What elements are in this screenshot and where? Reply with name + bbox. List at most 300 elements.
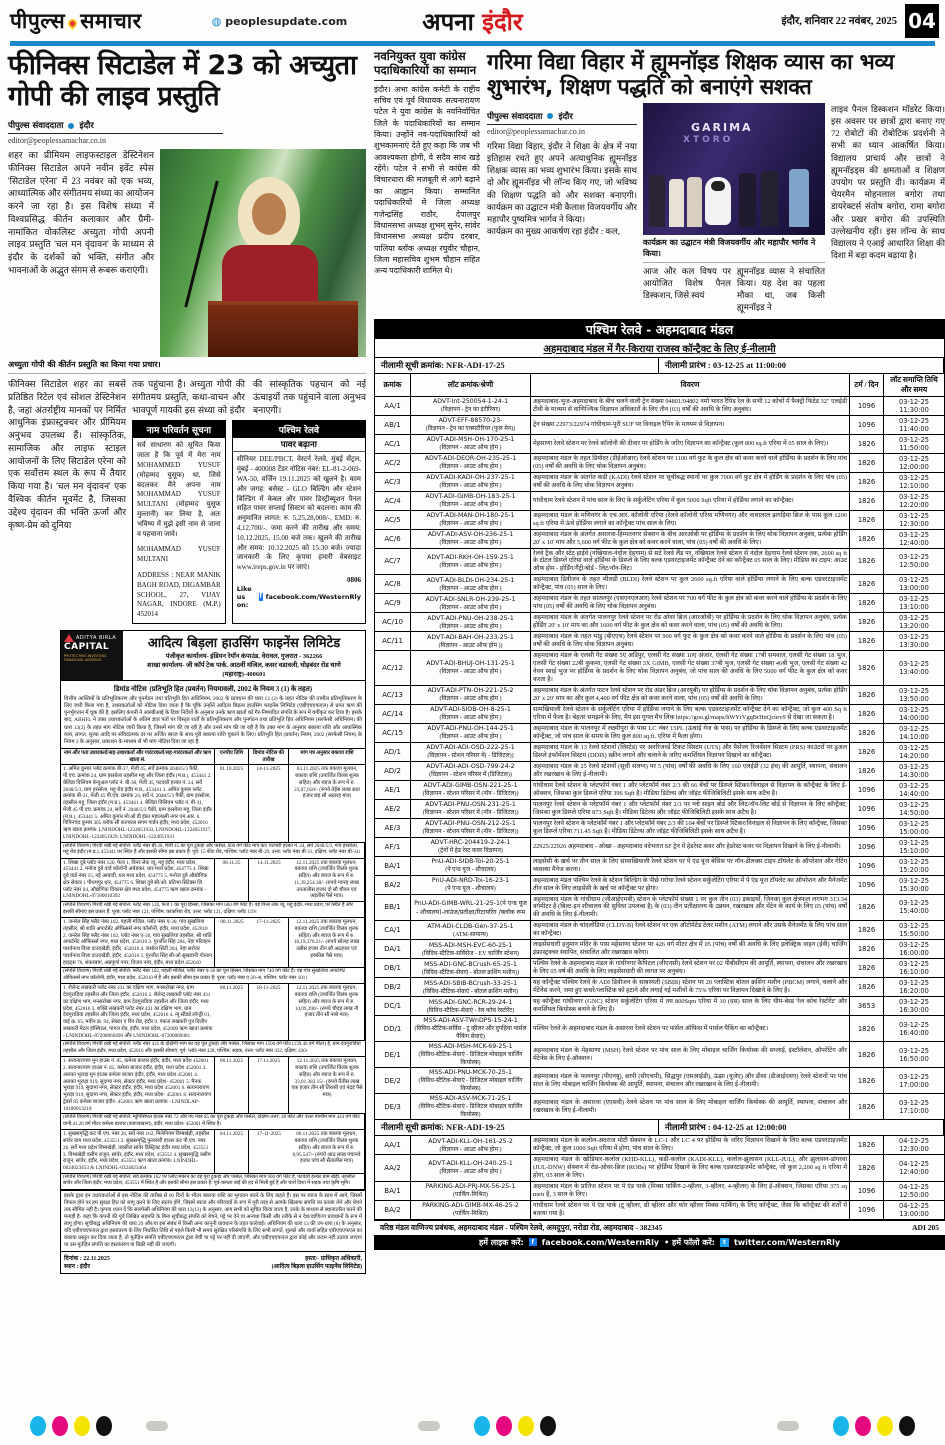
demand-notice-date: दिनांक : 22.11.2025	[64, 1256, 110, 1263]
lot-description: गांधीधाम रेलवे स्टेशन के प्लेटफॉर्म नंबर 1 और प्लेटफॉर्म नंबर 2/3 की 66 बेंचों पर डिस्प्ले स्टिकर/विनाइल से विज्ञापन के कॉन्ट्रैक्ट के लिए ई-ऑक्शन, जिसका कुल डिस्प्ले एरिया 396 Sqft है। मीडिया डिटेल्स और जॉइंट फीजिबिलिटी इसके साथ अटैच है।	[531, 781, 850, 800]
lot-end-time: 03-12-25 17:10:00	[884, 1094, 944, 1120]
lot-term-days: 1096	[850, 397, 884, 416]
name-change-title: नाम परिवर्तन सूचना	[133, 421, 225, 438]
lot-number: ADVT-ADI-PTN-OH-221-25-2 (विज्ञापन - आउट ऑफ होम )	[411, 686, 531, 705]
lot-serial: AC/6	[375, 530, 411, 549]
magenta-mark	[52, 1416, 68, 1436]
lot-serial: DE/1	[375, 1042, 411, 1068]
lot-end-time: 03-12-25 12:40:00	[884, 530, 944, 549]
lot-number: ADVT-ADI-KLL-OH-161-25-2 (विज्ञापन - आउट ऑफ होम )	[411, 1136, 531, 1155]
lot-end-time: 03-12-25 16:20:00	[884, 978, 944, 997]
photo-figure	[789, 169, 809, 227]
lot-serial: AC/1	[375, 435, 411, 454]
lot-end-time: 03-12-25 14:00:00	[884, 705, 944, 724]
lot-number: MSS-ADI-MSH-MCK-69-25-1 (विविध-स्टैटिक-सेवाएं - डिजिटल मोबाइल चार्जिंग कियोस्क)	[411, 1042, 531, 1068]
yellow-mark	[518, 1416, 534, 1436]
lot-number: MSS-ADI-SBIB-BCrush-33-25-1 (विविध-स्टैटिक-सेवाएं - बोतल क्रशिंग मशीन)	[411, 978, 531, 997]
article2-body-col3: लाइव पैनल डिस्कशन मॉडरेट किया। इस अवसर पर छात्रों द्वारा बनाए गए 72 रोबोटों की रोबोटिक प्रदर्शनी ने सभी का ध्यान आकर्षित किया। विद्यालय प्राचार्य और छात्रों ने ह्यूमनॉइड्स की क्षमताओं व शिक्षण उपयोग पर प्रस्तुति दी। कार्यक्रम में चेयरमैन मोहनलाल बगोरा तथा डायरेक्टर्स संतोष बगोरा, रामा बगोरा और प्रखर बगोरा की उपस्थिति उल्लेखनीय रही। इस लॉन्च के साथ विद्यालय ने एआई आधारित शिक्षा की दिशा में बड़ा कदम बढ़ाया है।	[831, 103, 945, 261]
lot-serial: AE/1	[375, 781, 411, 800]
lot-end-time: 03-12-25 12:10:00	[884, 473, 944, 492]
lot-number: ADVT-ADI-ADI-OSD-799-24-2 (विज्ञापन - स्टेशन परिसर में (डिजिटल))	[411, 762, 531, 781]
photo-figure	[761, 171, 778, 227]
lot-term-days: 1826	[850, 511, 884, 530]
demand-notice-title: डिमांड नोटिस (प्रतिभूति हित (प्रवर्तन) नियमावली, 2002 के नियम 3 (1) के तहत)	[113, 684, 313, 693]
lot-description: रेलवे ट्रैक और स्टेट हाईवे (नखियाल-नंदोल देहगाम) से सटे रेलवे लैंड पर, नखियाल रेलवे स्टेशन से नंदोल देहगाम रेलवे स्टेशन तक, 2600 sq ft के टोटल डिस्प्ले एरिया वाले होर्डिंग्स के डिस्प्ले के लिए बल्क एडवरटाइजमेंट कॉन्ट्रैक्ट देने का कॉन्ट्रैक्ट 05 साल के लिए। मीडिया का टाइप: आउट ऑफ होम - होर्डिंग/गैंट्री/बोर्ड - लिट/नॉन-लिट।	[531, 549, 850, 576]
auction-list-number: नीलामी सूची क्रमांक: NFR-ADI-17-25	[375, 358, 659, 373]
demand-notice-place: स्थान : इंदौर	[64, 1264, 91, 1271]
lot-end-time: 03-12-25 11:30:00	[884, 397, 944, 416]
railway-col-header: विवरण	[531, 374, 850, 397]
photo-stage-brand-text: GARIMA	[691, 120, 753, 134]
lot-end-time: 03-12-25 13:40:00	[884, 651, 944, 685]
lot-term-days: 1826	[850, 1155, 884, 1182]
lot-description: अहमदाबाद मंडल के तहत सांतलपुर (एसएनएलआर) रेलवे स्टेशन पर 700 वर्ग फीट के कुल क्षेत्र को कवर करने वाले होर्डिंग्स के प्रदर्शन के लिए पांच (05) वर्षों की अवधि के लिए थोक विज्ञापन अनुबंध।	[531, 594, 850, 613]
lot-description: अहमदाबाद मंडल के प्रांतिज स्टेशन पर पे एंड पार्क (मिक्स पार्किंग-2-व्हीलर, 3-व्हीलर, 4-व्हीलर) के लिए ई-ऑक्शन, जिसका एरिया 375 sq metr है, 3 साल के लिए।	[531, 1182, 850, 1201]
demand-notice-signatory: (आदित्य बिड़ला हाउसिंग फाइनेंस लिमिटेड)	[271, 1264, 362, 1271]
lot-number: PARKING-ADI-GIMB-MX-46-25-2 (पार्किंग-मिश्रित)	[411, 1201, 531, 1220]
lot-serial: DB/2	[375, 978, 411, 997]
npa-date: 08.11.2025	[215, 984, 249, 1041]
edition-title: अपना इंदौर	[422, 7, 523, 36]
lot-description: अहमदाबाद मंडल के अंतर्गत पालनपुर रेलवे स्टेशन पर रोड ओवर ब्रिज (आरओबी) पर होर्डिंग्स के प्रदर्शन के लिए थोक विज्ञापन अनुबंध, प्रत्येक होर्डिंग 20' x 10' माप का और 1600 वर्ग फीट के कुल क्षेत्र को कवर करने वाला, पांच (05) वर्षों की अवधि के लिए।	[531, 613, 850, 632]
lot-serial: AB/1	[375, 416, 411, 435]
lot-term-days: 1826	[850, 613, 884, 632]
outstanding-amount: 12.11.2025 तक बकाया मूलधन, बकाया राशि (उपार्जित विलंब शुल्क सहित) और ब्याज के रूप में रु. 14,09,390/- (रुपये चौदह लाख नौ हजार तीन सौ नब्बे मात्र)	[289, 984, 365, 1041]
outstanding-amount: 12.11.2025 तक बकाया मूलधन, बकाया राशि (उपार्जित विलंब शुल्क सहित) और ब्याज के रूप में रु. 16,19,378.21/- (रुपये सोलह लाख उन्नीस हजार तीन सौ अठहत्तर एवं इक्कीस पैसे मात्र)	[289, 918, 365, 968]
article2-byline: पीपुल्स संवाददाता इंदौर	[487, 106, 637, 125]
aditya-birla-triangle-icon	[64, 634, 74, 642]
lot-description: 22925/22926 अहमदाबाद - ओखा - अहमदाबाद वंदेभारत SF ट्रेन में हेडरेस्ट कवर और हेडरेस्ट कवर पर विज्ञापन दिखाने के लिए ई-नीलामी।	[531, 838, 850, 857]
wr-tender-code: 0806	[347, 575, 361, 584]
lot-end-time: 03-12-25 11:40:00	[884, 416, 944, 435]
lot-description: अहमदाबाद मंडल के खोडियार-कलोल (KHD-KLL), कडी-कलोल (KADI-KLL), कलोल-झुलासन (KLL-JUL), और झुलासन-डांगरवा (JUL-DNW) सेक्शन में रोड-ओवर-ब्रिज (ROBs) पर होर्डिंग्स दिखाने के लिए बल्क एडवरटाइजमेंट कॉन्ट्रैक्ट, जो कुल 2,200 sq ft एरिया में होगा, 05 साल के लिए।	[531, 1155, 850, 1182]
right-column	[374, 50, 945, 1274]
demand-col-header: नाम और पता उधारकर्ता/सह-उधारकर्ता और गारंटरकर्ता/सह-गारंटरकर्ता और ऋण खाता सं.	[61, 749, 215, 766]
harmonium-shape	[208, 301, 358, 357]
lot-term-days: 1826	[850, 435, 884, 454]
photo-figure	[649, 175, 665, 227]
lot-term-days: 1826	[850, 1042, 884, 1068]
lot-description: ट्रेन संख्या 22973/22974 गांधीधाम-पुरी SUF पर विनाइल रैपिंग के माध्यम से विज्ञापन।	[531, 416, 850, 435]
borrower-details: 1. अमित कुमार प्लॉट क्रमांक बी-27, मेंजी 45, सर्वे क्रमांक 2048/5/3 पैकी, पी.एच. क्रमांक 24, ग्राम हरसोला तहसील महू और जिला इंदौर (म.प्र.), 453441 2. बेलिंडा विलियम बेन्युअल प्लॉट नं. बी-30, मेंजी 45, पटवारी हल्का नं. 24, सर्वे 2048/5/3, ग्राम हरसोला, महू रोड इंदौर म.प्र., 453441 3. अमित कुमार प्लॉट क्रमांक बी-31, मेंजी 45 पी.एच. क्रमांक 24, सर्वे नं. 2048/5/3 पैकी, ग्राम हरसोला, तहसील महू, जिला इंदौर (म.प्र.), 453441 4. बेलिंडा विलियम प्लॉट नं. बी-31, मेंजी 45 पी.एच. क्रमांक 24, सर्वे नं. 2048/5/3 पैकी, ग्राम हरसोला महू, जिला इंदौर (म.प्र.), 453441 5. अमित कुमार मो/ओ डी इंफ्रा महालक्ष्मी नगर एम.आर. 6. विपिनचंद कुमार 305 ब्लॉक सी कल्चरल संगम गार्डन इंदौर, मध्य प्रदेश, 452016 ऋण खाता क्रमांक: LNINDOHL-1224051933, LNINDOHL-1224051927, LNINDOHL-1224051929, LNINDOHL-1224051931	[61, 765, 215, 842]
twitter-icon: t	[720, 1238, 729, 1247]
lot-term-days: 1826	[850, 762, 884, 781]
auction-start-time: नीलामी प्रारंभ : 04-12-25 at 12:00:00	[665, 1122, 787, 1133]
article2-headline: गरिमा विद्या विहार में ह्यूमनॉइड शिक्षक व्यास का भव्य शुभारंभ, शिक्षण पद्धति को बनाएंगे सशक्त	[487, 50, 894, 101]
lot-end-time: 03-12-25 16:00:00	[884, 940, 944, 959]
lot-serial: AA/1	[375, 397, 411, 416]
lot-serial: AA/1	[375, 1136, 411, 1155]
demand-notice-date: 17-11-2025	[249, 1130, 289, 1174]
article1-body-col1: शहर का प्रीमियम लाइफस्टाइल डेस्टिनेशन फीनिक्स सिटाडेल अपने नवीन इवेंट स्पेस 'सिटाडेल एरेना' में 23 नवंबर को एक भव्य, आध्यात्मिक और संगीतमय संध्या का आयोजन करने जा रहा है। इस विशेष संध्या में विश्वप्रसिद्ध कीर्तन कलाकार और ग्रैमी-नामांकित वोकलिस्ट अच्युता गोपी अपनी लाइव प्रस्तुति 'चल मन वृंदावन' के माध्यम से इंदौर के दर्शकों को भक्ति, संगीत और भावनाओं के अद्भुत संगम से रूबरू कराएंगी।	[8, 150, 154, 275]
lot-serial: DE/2	[375, 1068, 411, 1094]
lot-term-days: 1826	[850, 594, 884, 613]
black-mark	[96, 1416, 112, 1436]
gray-mark	[418, 1421, 440, 1431]
railway-twitter-link[interactable]: twitter.com/WesternRly	[733, 1237, 841, 1247]
lot-description: यह कॉन्ट्रैक्ट गांधीनगर (GNC) स्टेशन सर्कुलेटिंग एरिया में तय 800Sqm एरिया में 10 (दस) साल के लिए थीम-बेस्ड 'रेल कोच रेस्टोरेंट' और कमर्शियल कियोस्क बनाने के लिए है।	[531, 997, 850, 1016]
name-change-name: MOHAMMAD YUSUF MULTANI	[137, 545, 221, 564]
outstanding-amount: 03.11.2025 तक बकाया मूलधन, बकाया राशि (उपार्जित विलंब शुल्क सहित) और ब्याज के रूप में रु. 23,07,618/- (रुपये तेईस लाख सात हजार छह सौ अठारह मात्र)	[289, 765, 365, 842]
gray-mark	[777, 1421, 799, 1431]
lot-term-days: 1826	[850, 940, 884, 959]
outstanding-amount: 12.11.2025 तक बकाया मूलधन, बकाया राशि (उपार्जित विलंब शुल्क सहित) और ब्याज के रूप में रु. 33,01,383.15/- (रुपये तैंतीस लाख एक हजार तीन सौ तिरासी एवं पंद्रह पैसे मात्र)	[289, 1057, 365, 1114]
demand-notice-signature: हस्ता/- प्राधिकृत अधिकारी,	[305, 1256, 362, 1263]
lot-term-days: 1826	[850, 724, 884, 743]
demand-col-header: एनपीए तिथि	[215, 749, 249, 766]
lot-number: ADVT-ADI-BLDI-OH-234-25-1 (विज्ञापन - आउट ऑफ होम )	[411, 575, 531, 594]
article2-email: editor@peoplessamachar.co.in	[487, 126, 585, 136]
lot-serial: AC/4	[375, 492, 411, 511]
railway-facebook-link[interactable]: facebook.com/WesternRly	[541, 1237, 660, 1247]
lot-term-days: 1096	[850, 819, 884, 838]
npa-date: 08.11.2025	[215, 918, 249, 968]
lot-description: सामखियाली रेलवे स्टेशन के सर्कुलेटिंग एरिया में होर्डिंग्स लगाने के लिए बल्क एडवरटाइजमेंट कॉन्ट्रैक्ट देने का कॉन्ट्रैक्ट, जो कुल 400 Sq ft एरिया में फैला है। बेहतर समझने के लिए, मैप इस गूगल मैप लिंक https://goo.gl/maps/hWYrVgqBrHnQcurv9 से देखा जा सकता है।	[531, 705, 850, 724]
demand-notice-intro: वित्तीय आस्तियों के प्रतिभूतिकरण और पुनर्गठन तथा प्रतिभूति हित अधिनियम, 2002 के प्रावधान की धारा 13 (2) के तहत नोटिस की तामील प्रतिभूतिकरण के लिए जारी किया गया है, उधारकर्ताओं को नोटिस दिया जाता है कि चूंकि उन्होंने आदित्य बिड़ला हाउसिंग फाइनेंस लिमिटेड (एबीएचएफएल) से प्राप्त ऋण की पुनर्भुगतान में चूक की है, इसलिए कंपनी ने आरबीआई के दिशा निर्देशों के अनुसार उनके ऋण खातों को गैर-निष्पादित संपत्ति के रूप में वर्गीकृत कर दिया है। इसके बाद, ABHFL ने उक्त उधारकर्ताओं के अंतिम ज्ञात पतों पर विस्तृत शर्तों के प्रतिभूतिकरण और पुनर्गठन तथा प्रतिभूति हित अधिनियम (सरफेसी अधिनियम) की धारा 13(2) के तहत मांग नोटिस जारी किया है, जिसमें मांग की जा रही है और उनसे मांग की जा रही है कि उक्त मांग के अनुसार बकाया राशि और आकस्मिक व्यय, लागत, शुल्क आदि पर संविदात्मक दर पर अर्जित ब्याज के साथ पूरी बकाया राशि चुकाने के लिए। प्रतिभूति हित (प्रवर्तन) नियम, 2002 (सरफेसी नियम) के नियम 3 के अनुसार, प्रकाशन के माध्यम से भी मांग नोटिस दिया जा रहा है:	[61, 695, 365, 749]
lot-description: मेहसाणा रेलवे स्टेशन पर रेलवे कॉलोनी की दीवार पर होर्डिंग के जरिए विज्ञापन का कॉन्ट्रैक्ट (कुल 800 sq.ft एरिया में 05 साल के लिए)।	[531, 435, 850, 454]
auction-start-time: नीलामी प्रारंभ : 03-12-25 at 11:00:00	[665, 359, 787, 370]
aditya-birla-capital-logo: ADITYA BIRLA CAPITAL PROTECTING INVESTING FINANCING ADVISING	[61, 631, 123, 680]
lot-serial: AC/8	[375, 575, 411, 594]
article2-photo	[643, 103, 825, 235]
name-change-notice-box	[132, 420, 226, 624]
page-number: 04	[905, 4, 939, 38]
railway-title: पश्चिम रेलवे - अहमदाबाद मंडल	[375, 320, 944, 339]
lot-description: अहमदाबाद मंडल के कलोल-अदराज मोटी सेक्शन के LC-1 और LC 4 पर होर्डिंग्स के जरिए विज्ञापन दिखाने के लिए बल्क एडवरटाइजमेंट कॉन्ट्रैक्ट, जो कुल 1000 Sqft एरिया में होगा, पांच साल के लिए।	[531, 1136, 850, 1155]
railway-col-header: लॉट क्रमांक/श्रेणी	[411, 374, 531, 397]
lot-description: अहमदाबाद मंडल के गांधीधाम (जीआईएमबी) स्टेशन के प्लेटफॉर्म संख्या 1 पर कुल तीन (03) इकाइयों, जिनका कुल क्षेत्रफल लगभग 313.34 वर्गमीटर है (बिल्ट-इन शौचालय की सुविधा उपलब्ध है) के (03) तीन प्रतीक्षालय के उन्नयन, रखरखाव और मेंटेन के कार्य के लिए 05 (पांच) वर्षों की अवधि के लिए ई-नीलामी।	[531, 895, 850, 922]
lot-term-days: 1096	[850, 876, 884, 895]
lot-description: अहमदाबाद मंडल के चांदलोडिया (CLDY-B) रेलवे स्टेशन पर एक ऑटोमेटेड टेलर मशीन (ATM) लगाने और उसके मैनेजमेंट के लिए पांच साल का कॉन्ट्रैक्ट।	[531, 921, 850, 940]
lot-end-time: 04-12-25 12:40:00	[884, 1155, 944, 1182]
lot-serial: AF/1	[375, 838, 411, 857]
black-mark	[540, 1416, 556, 1436]
npa-date: 08.11.25	[215, 859, 249, 903]
lot-description: गांधीधाम रेलवे स्टेशन में पांच साल के लिए के सर्कुलेटिंग एरिया में कुल 5000 Sqft एरिया में होर्डिंग्स लगाने का कॉन्ट्रैक्ट।	[531, 492, 850, 511]
railway-col-header: टर्म / दिन	[850, 374, 884, 397]
ad-company-name: आदित्य बिड़ला हाउसिंग फाइनेंस लिमिटेड	[147, 635, 341, 651]
borrower-details: 1. सत्यनारायण मुन हाउस नं. 85, कमेला बाजार इंदौर, इंदौर, मध्य प्रदेश 452001 2. सत्यनारायण हाउस नं. 85, कमेला बाजार इंदौर, इंदौर, मध्य प्रदेश 452001 3. अलका भूराड़ा मुन हाउस कमेला बाजार इंदौर, इंदौर, मध्य प्रदेश 452001 4. अलका भूराड़ा 919, सुदामा नगर, सेक्टर इंदौर, मध्य प्रदेश- 452001 5. मैनक भूराड़ा 919, सुदामा नगर, सेक्टर इंदौर, इंदौर, मध्य प्रदेश 452001 6. सत्यनारायण भूराड़ा 919, सुदामा नगर, सेक्टर इंदौर, इंदौर, मध्य प्रदेश- 452001 8. सत्यनारायण ट्रेडर्स 85 कमेला बाजार इंदौर- 452001 ऋण खाता क्रमांक - LNINDLAP-10180013218	[61, 1057, 215, 1114]
lot-term-days: 1826	[850, 959, 884, 978]
lot-description: अहमदाबाद मंडल के पालनपुर में लक्ष्मीपुरा के पास LC नंबर 15PL (ऊंचाई गेज के पास) पर होर्डिंग्स के डिस्प्ले के लिए बल्क एडवरटाइजमेंट कॉन्ट्रैक्ट, जो पांच साल के समय के लिए कुल 800 sq.ft. एरिया में फैला होगा।	[531, 724, 850, 743]
print-registration-marks	[0, 1413, 945, 1439]
cmyk-marks-left	[30, 1416, 196, 1436]
lot-end-time: 03-12-25 13:00:00	[884, 575, 944, 594]
npa-date: 01.10.2025	[215, 765, 249, 842]
lot-term-days: 1096	[850, 838, 884, 857]
article2-body-col1b: कार्यक्रम का मुख्य आकर्षण रहा इंदौर : कल,	[487, 226, 620, 237]
lot-end-time: 03-12-25 14:40:00	[884, 781, 944, 800]
article1-headline: फीनिक्स सिटाडेल में 23 को अच्युता गोपी की लाइव प्रस्तुति	[8, 50, 357, 113]
cyan-mark	[474, 1416, 490, 1436]
lot-serial: BA/1	[375, 857, 411, 876]
lot-number: ADVT-ADI-SIOB-OH-8-25-1 (विज्ञापन - आउट ऑफ होम )	[411, 705, 531, 724]
lot-number: ADVT-ADI-MAN-OH-180-25-1 (विज्ञापन - आउट ऑफ होम )	[411, 511, 531, 530]
lot-term-days: 1096	[850, 416, 884, 435]
lot-term-days: 1826	[850, 978, 884, 997]
lot-number: ADVT-ADI-ADI-OSD-222-25-1 (विज्ञापन - स्टेशन परिसर में( - डिजिटल))	[411, 743, 531, 762]
property-description-note: (संपत्ति विवरण) गिरवी रखी गई संपत्ति: म्युनिसिपल हाउस नंबर 72 और नए नंबर 85 का पूरा टुकड़ा और पार्सल, दक्षिण-उत्तर: 48 फीट और उत्तर-पश्चिम माप 444 वर्ग फीट यानी 41.26 वर्ग मीटर कमेला बाजार (बजाजखाना), इंदौर, मध्य प्रदेश- 452001 में स्थित है।	[61, 1114, 365, 1130]
logo-word-2: समाचार	[80, 9, 142, 33]
railway-footer-address: वरिष्ठ मंडल वाणिज्य प्रबंधक, अहमदाबाद मंडल - पश्चिम रेलवे, अमदुपुरा, नरोडा रोड, अहमदाबाद - 382345	[380, 1222, 663, 1232]
lot-description: अहमदाबाद मंडल के असारवा (एएसवी) रेलवे स्टेशन पर पांच साल के लिए मोबाइल चार्जिंग कियोस्क की आपूर्ति, स्थापना, संचालन और रखरखाव के लिए ई-नीलामी।	[531, 1094, 850, 1120]
ad-branch-office: शाखा कार्यालय- जी कॉर्प टेक पार्क, आठवीं मंजिल, कसर वडावली, घोड़बंदर रोड थाणे (महाराष्ट्र)-400601	[147, 661, 341, 678]
railway-auction-notice	[374, 319, 945, 1221]
lot-serial: AC/3	[375, 473, 411, 492]
property-description-note: (संपत्ति विवरण) गिरवी रखी गई संपत्ति: प्लॉट नंबर बी-30, मेंजी 45 का पूरा टुकड़ा और पार्सल, 800 वर्ग फीट माप का। पटवारी हल्का नं. 24, सर्वे 2048/5/3, गांव हरसोला, महू रोड इंदौर (म.प्र.), 453441 पर स्थित है और इसकी सीमा इस प्रकार है: पूर्व: 15 फीट रोड, पश्चिम: प्लॉट नंबर बी-29, उत्तर: प्लॉट नंबर बी-31, दक्षिण: प्लॉट नंबर बी-34।	[61, 843, 365, 859]
lot-term-days: 1096	[850, 1182, 884, 1201]
lot-end-time: 03-12-25 16:50:00	[884, 1042, 944, 1068]
lot-number: ADVT-ADI-DEOR-OH-235-25-1 (विज्ञापन - आउट ऑफ होम )	[411, 454, 531, 473]
photo-figure	[687, 177, 702, 227]
lot-number: MSS-ADI-ASV-TWnDPS-15-24-1 (विविध-स्टैटिक-सर्विस - टू व्हीलर और दुपहिया पार्सल पैकिंग सेवाएं)	[411, 1016, 531, 1042]
npa-date: 04.11.2025	[215, 1130, 249, 1174]
globe-icon: ◍	[211, 14, 222, 28]
lot-description: पालनपुर रेलवे स्टेशन के प्लेटफॉर्म नंबर 1 और प्लेटफॉर्म नंबर 2/3 पर ग्लो साइन बोर्ड और लिट/नॉन-लिट बोर्ड से विज्ञापन के लिए कॉन्ट्रैक्ट, जिसका कुल डिस्प्ले एरिया 873 Sqft है। मीडिया डिटेल्स और जॉइंट फीजिबिलिटी इसके साथ अटैच है।	[531, 800, 850, 819]
lot-serial: BA/1	[375, 1182, 411, 1201]
yellow-mark	[74, 1416, 90, 1436]
lot-serial: AC/15	[375, 724, 411, 743]
lot-term-days: 1826	[850, 632, 884, 651]
lot-term-days: 1826	[850, 705, 884, 724]
lot-description: अहमदाबाद-भुज-अहमदाबाद के बीच चलने वाली ट्रेन संख्या 94801/94802 नमो भारत रैपिड रेल के सभी 12 कोचों में फैक्ट्री फिटेड 32" एलईडी टीवी के माध्यम से वाणिज्यिक विज्ञापन अधिकारों के लिए तीन (03) वर्षों की अवधि के लिए अनुबंध।	[531, 397, 850, 416]
lot-end-time: 03-12-25 15:20:00	[884, 857, 944, 876]
lot-term-days: 1826	[850, 549, 884, 576]
lot-number: ADVT-ADI-KLL-OH-240-25-1 (विज्ञापन - आउट ऑफ होम )	[411, 1155, 531, 1182]
lot-description: लाइसेंसी के खर्च पर तीन साल के लिए सामाखियाली रेलवे स्टेशन पर पे एंड यूज बेसिस पर नॉन-डीलक्स टाइप टॉयलेट के ऑपरेशन और गेटिंग व्यवस्था मैनेज करना।	[531, 857, 850, 876]
magenta-mark	[496, 1416, 512, 1436]
lot-end-time: 03-12-25 15:00:00	[884, 819, 944, 838]
property-description-note: (संपत्ति विवरण) गिरवी रखी गई संपत्ति: सर्वे क्रमांक 162 पर प्लॉट/मकान का वह पूरा टुकड़ा और पार्सल, जिसका माप 900 वर्ग फीट है, पटवारी हल्का ग्राम खेड़ी, तहसील सांवेर और जिला इंदौर, मध्य प्रदेश, 453551 में स्थित है और इसकी सीमा इस प्रकार है: पूर्व-कमला बाई की हद से मिली हुई है और चारों दिशा में सड़क तथा कृषि भूमि।	[61, 1174, 365, 1190]
demand-notice-ad	[60, 630, 366, 1274]
lot-serial: AC/11	[375, 632, 411, 651]
lot-end-time: 03-12-25 13:50:00	[884, 686, 944, 705]
lot-number: ATM-ADI-CLDB-Gen-37-25-1 (ATM-सामान्य)	[411, 921, 531, 940]
article2-cont-col2: ह्यूमनॉइड व्यास ने संचालित किया। यह देश का पहला मौका था, जब किसी ह्यूमनॉइड ने	[737, 265, 825, 313]
lot-number: ADVT-ADI-ASV-OH-236-25-1 (विज्ञापन - आउट ऑफ होम )	[411, 530, 531, 549]
lot-number: ADVT-EFF-88570-23- (विज्ञापन - ट्रेन का एक्सटीरियर (फुल मेन))	[411, 416, 531, 435]
name-change-body: सर्व साधारण को सूचित किया जाता है कि पूर्व में मेरा नाम MOHAMMED YUSUF (मोहम्मद युसूफ) था, जिसे बदलकर मैंने अपना नाम MOHAMMAD YUSUF MULTANI (मोहम्मद युसूफ मुल्तानी) कर लिया है, अतः भविष्य में मुझे इसी नाम से जाना व पहचाना जावे।	[137, 441, 221, 538]
lot-number: MSS-ADI-MSH-EVC-60-25-1 (विविध-स्टैटिक-सर्विसेज - EV चार्जिंग स्टेशन)	[411, 940, 531, 959]
demand-notice-date: 18-11-2025	[249, 984, 289, 1041]
article1-email: editor@peoplessamachar.co.in	[8, 136, 106, 146]
lot-description: अहमदाबाद मंडल के अंतर्गत कडी (KADI) रेलवे स्टेशन पर सूचीबद्ध स्थानों पर कुल 7000 वर्ग फुट क्षेत्र में होर्डिंग के प्रदर्शन के लिए पांच (05) वर्षों की अवधि के लिए थोक विज्ञापन अनुबंध।	[531, 473, 850, 492]
article2	[487, 50, 945, 314]
property-description-note: (संपत्ति विवरण) गिरवी रखी गई संपत्ति: प्लॉट नंबर 431 के दक्षिणी भाग का वह पूरा टुकड़ा और पार्सल, जिसका माप 1500 वर्ग फीट (139.40 वर्ग मीटर) है, ग्राम देवगुराडिया तहसील और जिला इंदौर, मध्य प्रदेश, 452016 और इसकी सीमाएं: पूर्व: प्लॉट नंबर 428, पश्चिम: सड़क, उत्तर: प्लॉट नंबर 432, दक्षिण: 430।	[61, 1041, 365, 1057]
demand-notice-date: 14.11.2025	[249, 859, 289, 903]
lot-number: ADVT-ADI-PNU-OSN-212-25-1 (विज्ञापन - स्टेशन परिसर में (नॉन - डिजिटल))	[411, 819, 531, 838]
masthead	[0, 0, 945, 40]
facebook-icon: f	[529, 1238, 537, 1246]
property-description-note: (संपत्ति विवरण) गिरवी रखी गई संपत्ति: प्लॉट नंबर 120, फेज 1 का पूरा हिस्सा, जिसका माप 600 वर्ग फीट है। वह विनर लेक व्यू, महू इंदौर, मध्य प्रदेश, पर स्थित है और इसकी सीमाएं इस प्रकार हैं: पूरब: प्लॉट नंबर 121, पश्चिम: कांकरिया रोड, उत्तर: प्लॉट 121, दक्षिण: प्लॉट 119।	[61, 902, 365, 918]
demand-notice-table	[61, 749, 365, 1190]
lot-term-days: 1096	[850, 1201, 884, 1220]
lot-term-days: 1826	[850, 492, 884, 511]
lot-description: अहमदाबाद मंडल के तहत डियोदर (डीईओआर) रेलवे स्टेशन पर 1100 वर्ग फुट के कुल क्षेत्र को कवर करने वाले होर्डिंग्स के प्रदर्शन के लिए पांच (05) वर्षों की अवधि के लिए थोक विज्ञापन अनुबंध।	[531, 454, 850, 473]
lot-serial: AC/5	[375, 511, 411, 530]
lot-description: पश्चिम रेलवे के अहमदाबाद मंडल के असारवा रेलवे स्टेशन पर पार्सल ऑफिस में पार्सल पैकिंग का कॉन्ट्रैक्ट।	[531, 1016, 850, 1042]
outstanding-amount: 12.11.2025 तक बकाया मूलधन, बकाया राशि (उपार्जित विलंब शुल्क सहित) और ब्याज के रूप में रु. 11,39,254.38/- (रुपये ग्यारह लाख उनतालीस हजार दो सौ चौवन एवं अड़तीस पैसे मात्र)	[289, 859, 365, 903]
wr-tender-body: सीनियर DEE/PBCT, वेस्टर्न रेलवे, मुंबई सेंट्रल, मुंबई - 400008 टेंडर नोटिस नंबर: EL-81-2-069-WA-50, वर्जिन 19.11.2025 को खुलने है। काम और जगह: बसेस्ट - GLO बिल्डिंग और स्टेशन बिल्डिंग में केबल और पावर डिस्ट्रीब्यूशन पैनल सहित पावर सप्लाई सिस्टम को बदलना। काम की अनुमानित लागत: रु. 5,25,28,008/-, EMD: रु. 4,12,700/-. जमा करने की तारीख और समय: 10.12.2025, 15.00 बजे तक। खुलने की तारीख और समय: 10.12.2025 को 15:30 बजे। ज्यादा जानकारी के लिए कृपया हमारी वेबसाइट www.ireps.gov.in पर जाएं।	[236, 455, 361, 572]
mini-article-body: इंदौर। अभा कांग्रेस कमेटी के राष्ट्रीय सचिव एवं पूर्व विधायक सत्यनारायण पटेल ने युवा कांग्रेस के नवनिर्वाचित जिले के पदाधिकारियों का सम्मान किया। उन्होंने नव-पदाधिकारियों को शुभकामनाएं देते हुए कहा कि जब भी आवश्यकता होगी, वे सदैव साथ खड़े रहेंगे। पटेल ने सभी से कांग्रेस की विचारधारा की मजबूती से आगे बढ़ाने का आह्वान किया। सम्मानित पदाधिकारियों में जिला अध्यक्ष गजेन्द्रसिंह राठौर, देपालपुर विधानसभा अध्यक्ष शुभम् सुनेर, सांवेर विधानसभा अध्यक्ष प्रदीप दरबार, पालिया ब्लॉक अध्यक्ष रघुवीर चौहान, जिला महासचिव शुभम चौहान सहित अन्य पदाधिकारी शामिल थे।	[374, 84, 480, 276]
lot-end-time: 03-12-25 16:10:00	[884, 959, 944, 978]
magenta-mark	[855, 1416, 871, 1436]
lot-number: ADVT-ADI-SNLR-OH-239-25-1 (विज्ञापन - आउट ऑफ होम )	[411, 594, 531, 613]
byline-dot-icon	[547, 113, 553, 119]
lot-description: अहमदाबाद मंडल के 13 रेलवे स्टेशनों (लिस्टेड) पर अनरिजर्व्ड टिकट सिस्टम (UTS) और पैसेंजर रिजर्वेशन सिस्टम (PRS) काउंटरों पर डुअल डिस्प्ले इंफॉर्मेशन सिस्टम (DDIS) स्क्रीन लगाने और चलाने के जरिए कमर्शियल विज्ञापन दिखाने का कॉन्ट्रैक्ट।	[531, 743, 850, 762]
railway-col-header: लॉट समाप्ति तिथि और समय	[884, 374, 944, 397]
lot-end-time: 03-12-25 14:20:00	[884, 743, 944, 762]
lot-number: ADVT-ADI-PNU-OSN-231-25-1 (विज्ञापन - स्टेशन परिसर में (नॉन - डिजिटल))	[411, 800, 531, 819]
lot-serial: AC/10	[375, 613, 411, 632]
lot-end-time: 03-12-25 13:20:00	[884, 613, 944, 632]
lot-number: MSS-ADI-GNC-BCrush-65-25-1 (विविध-स्टैटिक-सेवाएं - बोतल क्रशिंग मशीन))	[411, 959, 531, 978]
lot-serial: DC/1	[375, 997, 411, 1016]
lot-serial: CA/1	[375, 921, 411, 940]
demand-notice-date: 17-11-2025	[249, 918, 289, 968]
black-mark	[899, 1416, 915, 1436]
lot-serial: AC/7	[375, 549, 411, 576]
lot-number: ADVT-ADI-GIMB-OH-183-25-1 (विज्ञापन - आउट ऑफ होम )	[411, 492, 531, 511]
newspaper-logo	[10, 7, 142, 35]
lot-number: MSS-ADI-ASV-MCK-71-25-1 (विविध-स्टैटिक-सेवाएं - डिजिटल मोबाइल चार्जिंग कियोस्क)	[411, 1094, 531, 1120]
lot-end-time: 04-12-25 12:30:00	[884, 1136, 944, 1155]
railway-col-header: क्रमांक	[375, 374, 411, 397]
lot-number: ADVT-HRC-204419-2-24-1 (ट्रेनों में हेड रेस्ट कवर विज्ञापन)	[411, 838, 531, 857]
article2-cont-col1: आज और कल विषय पर आयोजित विशेष पैनल डिस्कशन, जिसे स्वयं	[643, 265, 731, 301]
photo-figure	[669, 179, 684, 227]
lot-term-days: 1826	[850, 895, 884, 922]
lot-serial: BA/2	[375, 1201, 411, 1220]
lot-term-days: 1826	[850, 921, 884, 940]
lot-term-days: 1826	[850, 1136, 884, 1155]
demand-col-header: डिमांड नोटिस की तारीख	[249, 749, 289, 766]
lot-end-time: 03-12-25 13:30:00	[884, 632, 944, 651]
lot-term-days: 1096	[850, 800, 884, 819]
borrower-details: 1. शिखा दुबे प्लॉट नंबर 120, फेज 1, विनर लेक व्यू, महू इंदौर, मध्य प्रदेश, 453441 2. मनोज दुबे वार्ड कॉलोनी अंबेडकर, धार मध्य प्रदेश, 454775 4. शिखा दुबे वार्ड नंबर 15, नई आबादी, धार मध्य प्रदेश, 454775 5. मनोज दुबे औद्योगिक क्षेत्र सेक्टर 1 पीथमपुर धार, 454775 6. शिखा दुबे सी/ओ: प्रतिभा सिंटेक्स लि. प्लॉट नंबर 04, औद्योगिक विकास क्षेत्र मध्य प्रदेश, 454775 ऋण खाता क्रमांक - LNINDOHL-07180010392	[61, 859, 215, 903]
website-link[interactable]: ◍ peoplesupdate.com	[211, 14, 348, 28]
photo-stage-brand2-text: XTORO	[683, 134, 734, 145]
lot-serial: AD/1	[375, 743, 411, 762]
lot-serial: AC/9	[375, 594, 411, 613]
auction-list-info-row	[375, 358, 944, 374]
npa-date: 08.11.2025	[215, 1057, 249, 1114]
cyan-mark	[833, 1416, 849, 1436]
lot-term-days: 1826	[850, 686, 884, 705]
lot-number: ADVT-ADI-BHUJ-OH-131-25-1 (विज्ञापन - आउट ऑफ होम )	[411, 651, 531, 685]
lot-description: अहमदाबाद मंडल के 25 रेलवे स्टेशनों (सूची संलग्न) पर 5 (पांच) वर्षों की अवधि के लिए 160 एलईडी (32 इंच) की आपूर्ति, स्थापना, संचालन और रखरखाव के लिए ई-नीलामी।	[531, 762, 850, 781]
lot-number: ADVT-ADI-GIMB-OSN-221-25-1 (विज्ञापन - स्टेशन परिसर में (नॉन - डिजिटल))	[411, 781, 531, 800]
lot-end-time: 03-12-25 17:00:00	[884, 1068, 944, 1094]
demand-notice-closing: इसके द्वारा इन उधारकर्ताओं से इस नोटिस की तारीख से 60 दिनों के भीतर बकाया राशि का भुगतान करने के लिए कहते हैं। इस पर ब्याज के साथ में आगे, जिसमें विफल होने पर हम सुरक्षा हित को लागू करने के लिए स्वतंत्र होंगे, जिसमें ब्याज और परिव्ययों के रूप में पूरी तरह से आपके खिलाफ संपत्ति का कब्जा लेने और बेचने तक सीमित नहीं है। कृपया ध्यान दें कि सारफेसी अधिनियम की धारा 13(13) के अनुसार, आप सभी को सूचित किया जाता है, उनके के माध्यम से स्थानांतरित करने की मनाही है- कहा कि कंपनी की पूर्व लिखित सहमति के बिना सूचीबद्ध संपत्ति को बेचने, पट्टे पर देने या अन्यथा किसी और तरीके से न देश/वाणिज्य प्रावधानों के रूप में लागू होगा। सूचीबद्ध अधिनियम की धारा 29 और/या इस संबंध में किसी अन्य कानूनी प्रावधान के तहत कार्रवाई। अधिनियम की धारा 13 की उप-धारा (8) के अनुसार, यदि एबीएचएफएल द्वारा हस्तांतरण के लिए निर्धारित तिथि से पहले किसी भी समय सुरक्षित परिसंपत्ति के लिए सभी लागतें, शुल्कों और व्ययों सहित एबीएचएफएल का बकाया प्रस्तुत कर दिया जाता है, तो मुर्तहिन संपत्ति एबीएचएफएल द्वारा बेची या पट्टे पर नहीं दी जाएगी, और एबीएचएफएल द्वारा कोई और कदम नहीं उठाया जाएगा या उस मुर्तहिन संपत्ति का हस्तांतरण या बिक्री नहीं की जाएगी।	[61, 1190, 365, 1251]
lot-end-time: 03-12-25 16:30:00	[884, 997, 944, 1016]
lot-end-time: 03-12-25 15:40:00	[884, 895, 944, 922]
lot-number: PnU-ADI-SIDB-Toi-20-25-1 (पे एन्ड यूज - शौचालय)	[411, 857, 531, 876]
lot-end-time: 04-12-25 12:50:00	[884, 1182, 944, 1201]
lot-number: ADVT-ADI-PNU-OH-238-25-1 (विज्ञापन - आउट ऑफ होम )	[411, 613, 531, 632]
wr-tender-title: पश्चिम रेलवे	[233, 421, 365, 438]
lot-number: ADVT-ADI-KADI-OH-237-25-1 (विज्ञापन - आउट ऑफ होम )	[411, 473, 531, 492]
lot-description: अहमदाबाद मंडल के अंतर्गत असारवा-हिम्मतनगर सेक्शन के बीच आरओबी पर होर्डिंग्स के प्रदर्शन के लिए थोक विज्ञापन अनुबंध, प्रत्येक होर्डिंग 20' x 10' माप और 5,600 वर्ग फीट के कुल क्षेत्र को कवर करने वाला, पांच (05) वर्षों की अवधि के लिए।	[531, 530, 850, 549]
wr-tender-facebook-link[interactable]: Like us on: f facebook.com/WesternRly	[236, 584, 361, 609]
left-column	[8, 50, 366, 1274]
lot-serial: BB/1	[375, 895, 411, 922]
borrower-details: 1. शैलेन्द्र लखकरी प्लॉट नंबर 431 का दक्षिण भाग, मनसरोखा नगर, ग्राम देवगुराडिया तहसील और जिला इंदौर, 452016 2. शैलेन्द्र लखकरी प्लॉट नंबर 431 का दक्षिण भाग, मनसरोखा नगर, ग्राम देवगुराडिया तहसील और जिला इंदौर, मध्य प्रदेश, 452016 3. शक्ति लखकरी प्लॉट नंबर 431 का दक्षिण भाग, ग्राम देवगुराडिया तहसील और जिला इंदौर, मध्य प्रदेश, 452016 4. न्यू स्टैंडर्ड लॉन्ड्री 01, वाई क्र. 65, मवीन क्र. 94, सेक्टर ए रिंग रोड, इंदौर 9. पंकज लखकरी पुत्र दिलीप लखकरी मेंटल हॉस्पिटल, पागल रोड, इंदौर, मध्य प्रदेश, 452009 ऋण खाता क्रमांक - LNINDOHL-07200069490 और LNINDOHL-07200069481	[61, 984, 215, 1041]
lot-end-time: 03-12-25 14:50:00	[884, 800, 944, 819]
lot-end-time: 03-12-25 15:10:00	[884, 838, 944, 857]
gray-mark	[146, 1421, 168, 1431]
lot-end-time: 03-12-25 11:50:00	[884, 435, 944, 454]
lot-serial: DA/1	[375, 940, 411, 959]
ad-registered-office: पंजीकृत कार्यालय- इंडियन रेयॉन कंपाउंड, वेरावल, गुजरात - 362266	[165, 652, 323, 660]
lot-number: ADVT-ADI-PNU-OH-144-25-1 (विज्ञापन - आउट ऑफ होम )	[411, 724, 531, 743]
lot-term-days: 1096	[850, 857, 884, 876]
lot-description: गांधीधाम रेलवे स्टेशन पर पे एंड पार्क (टू व्हीलर, थ्री व्हीलर और फोर व्हीलर मिक्स पार्किंग) के लिए कॉन्ट्रैक्ट, जैसा कि कॉन्ट्रैक्ट की शर्तों में बताया गया है।	[531, 1201, 850, 1220]
article1-continuation: तक पहुंचाना है। अच्युता गोपी की संगीतमय प्रस्तुति, कथा-वाचन और भावपूर्ण गायकी इस संध्या को इंदौर की सांस्कृतिक पहचान को नई ऊंचाइयों तक पहुंचाने वाला अनुभव बनाएगी।	[132, 379, 366, 415]
lot-end-time: 04-12-25 13:00:00	[884, 1201, 944, 1220]
lot-description: अहमदाबाद मंडल के एलसी गेट संख्या 5ए अडिपुर, एलसी गेट संख्या 10ए अंजार, एलसी गेट संख्या 17बी समवाल, एलसी गेट संख्या 18 भुज, एलसी गेट संख्या 22बी कुकमा, एलसी गेट संख्या 3X GIMB, एलसी गेट संख्या 37बी भुज, एलसी गेट संख्या 46बी भुज, एलसी गेट संख्या 42 नेवन स्वाई भुज पर होर्डिंग्स के प्रदर्शन के लिए थोक विज्ञापन अनुबंध, जो पांच साल की अवधि के लिए 5000 वर्ग फीट के कुल क्षेत्र को कवर करता है।	[531, 651, 850, 685]
lot-description: लाइसेंसधारी हनुमान मंदिर के पास महेसाणा स्टेशन पर 426 वर्ग मीटर क्षेत्र में 05 (पांच) वर्षों की अवधि के लिए इलेक्ट्रिक वाहन (ईवी) चार्जिंग इंफ्रास्ट्रक्चर स्थापित, संचालित और रखरखाव करेगा।	[531, 940, 850, 959]
railway-social-bar: हमें लाइक करें: f facebook.com/WesternRly • हमें फॉलो करें: t twitter.com/WesternRly	[374, 1235, 945, 1250]
lot-serial: DE/3	[375, 1094, 411, 1120]
lot-end-time: 03-12-25 13:10:00	[884, 594, 944, 613]
lot-term-days: 1826	[850, 473, 884, 492]
lot-term-days: 1096	[850, 781, 884, 800]
lot-serial: AC/12	[375, 651, 411, 685]
lot-description: अहमदाबाद डिवीजन के तहत भीलडी (BLDI) रेलवे स्टेशन पर कुल 2600 sq.ft एरिया वाले होर्डिंग्स लगाने के लिए बल्क एडवरटाइजमेंट कॉन्ट्रैक्ट, पांच (05) साल के लिए।	[531, 575, 850, 594]
lot-number: PnU-ADI-NRD-Toi-16-23-1 (पे एन्ड यूज - शौचालय)	[411, 876, 531, 895]
demand-col-header: मांग पत्र अनुसार बकाया राशि	[289, 749, 365, 766]
borrower-details: 1. जनरेल सिंह फ्लैट नंबर 102, पहली मंजिल, प्लॉट नंबर ए-30, गांव सुखलिया तहसील, श्री शांति अपार्टमेंट ऑफिसर्स नगर कॉलोनी, इंदौर, मध्य प्रदेश, 452010 2. जनरेल सिंह फ्लैट नंबर 102, प्लॉट नंबर ए-30, गांव सुखलिया तहसील, श्री शांति अपार्टमेंट ऑफिसर्स नगर, मध्य प्रदेश, 452010 3. गुरजीत सिंह 284, नेहा परिवहन पार्श्वनाथ विला दाउदखेड़ी, इंदौर, 452016 4. जसोल सिटी 284, नेहा सरोवर पार्श्वनाथ विला दाउदखेड़ी, इंदौर, 452016 5. गुरजीत सिंह सी/ओ सुखवानी गोल्डन हाइट्स 76, शंकरबाग, अन्नपूर्णा नगर, विजय नगर, इंदौर, मध्य प्रदेश 452010	[61, 918, 215, 968]
yellow-mark	[877, 1416, 893, 1436]
photo-robot-shape	[705, 177, 731, 225]
cyan-mark	[30, 1416, 46, 1436]
lot-number: MSS-ADI-PNU-MCK-70-25-1 (विविध-स्टैटिक-सेवाएं - डिजिटल मोबाइल चार्जिंग कियोस्क)	[411, 1068, 531, 1094]
logo-word-1: पीपुल्स	[10, 9, 66, 33]
lot-term-days: 1826	[850, 454, 884, 473]
outstanding-amount: 06.11.2025 तक बकाया मूलधन, बकाया राशि (उपार्जित विलंब शुल्क सहित) और ब्याज के रूप में रु. 8,95,547/- (रुपये आठ लाख पंचानवे हजार पांच सौ सैंतालीस मात्र)	[289, 1130, 365, 1174]
property-description-note: (संपत्ति विवरण) गिरवी रखी गई संपत्ति: फ्लैट नंबर 102, पहली मंजिल, प्लॉट नंबर ए-30 का पूरा हिस्सा, जिसका माप 740 वर्ग फीट है। वह गांव सुखलिया अपार्टमेंट ऑफिसर्स नगर कॉलोनी, इंदौर, मध्य प्रदेश, 452010 में है और इसकी सीमा इस प्रकार है: पूरब: प्लॉट नंबर ए-20-अ, पश्चिम: प्लॉट नंबर 101।	[61, 968, 365, 984]
lot-number: PnU-ADI-GIMB-WRL-21-25-1(पे एन्ड यूज - शौचालय)-लाउंज/प्रतीक्षा/रिटायरिंग /क्लॉक रूम	[411, 895, 531, 922]
article1-body-col2: फीनिक्स सिटाडेल शहर का सबसे प्रतिष्ठित रिटेल एवं सोशल डेस्टिनेशन है, जहां अंतर्राष्ट्रीय मानकों पर निर्मित आधुनिक इंफ्रास्ट्रक्चर और प्रीमियम अनुभव उपलब्ध हैं। सांस्कृतिक, सामाजिक और लाइफ स्टाइल आयोजनों के लिए सिटाडेल एरेना को एक सर्वोत्तम स्थल के रूप में तैयार किया गया है। 'चल मन वृंदावन' एक वैश्विक कीर्तन मूवमेंट है, जिसका उद्देश्य वृंदावन की भक्ति ऊर्जा और कृष्ण-प्रेम को दुनिया	[8, 379, 126, 530]
lot-serial: AE/2	[375, 800, 411, 819]
lot-serial: DD/1	[375, 1016, 411, 1042]
name-change-address: ADDRESS : NEAR MANIK BAGH ROAD, DIGAMBAR SCHOOL, 27, VIJAY NAGAR, INDORE (M.P.) 452014	[137, 570, 221, 619]
location-pin-icon	[66, 17, 79, 30]
wr-tender-subtitle: पावर बढ़ाना	[233, 438, 365, 452]
lot-end-time: 03-12-25 15:30:00	[884, 876, 944, 895]
wr-tender-box	[232, 420, 366, 624]
lot-number: ADVT-ADI-MSH-OH-170-25-1 (विज्ञापन - आउट ऑफ होम )	[411, 435, 531, 454]
lot-end-time: 03-12-25 12:20:00	[884, 492, 944, 511]
lot-description: अहमदाबाद मंडल के तहत भांडु (बीएएच) रेलवे स्टेशन पर 900 वर्ग फुट के कुल क्षेत्र को कवर करने वाले होर्डिंग्स के प्रदर्शन के लिए पांच (05) वर्षों की अवधि के लिए थोक विज्ञापन अनुबंध।	[531, 632, 850, 651]
lot-number: MSS-ADI-GNC-RCR-29-24-1 (विविध-स्टैटिक-सेवाएं - रेल कोच रेस्टोरेंट)	[411, 997, 531, 1016]
lot-end-time: 03-12-25 16:40:00	[884, 1016, 944, 1042]
byline-dot-icon	[68, 123, 74, 129]
mini-article	[374, 50, 480, 314]
lot-number: PARKING-ADI-PRJ-MX-56-25-1 (पार्किंग-मिश्रित)	[411, 1182, 531, 1201]
lot-description: अहमदाबाद मंडल के पालनपुर (पीएनयू), छापी (सीएचपी), सिद्धपुर (एसआईडी), ऊंझा (यूजेए) और डीसा (डीआईएसए) रेलवे स्टेशनों पर पांच साल के लिए मोबाइल चार्जिंग कियोस्क की आपूर्ति, स्थापना, संचालन और रखरखाव के लिए ई-नीलामी।	[531, 1068, 850, 1094]
lot-term-days: 1826	[850, 1094, 884, 1120]
article2-body-col1: गरिमा विद्या विहार, इंदौर ने शिक्षा के क्षेत्र में नया इतिहास रचते हुए अपने अत्याधुनिक ह्यूमनॉइड शिक्षक व्यास का भव्य शुभारंभ किया। इसके साथ दो और ह्यूमनॉइड भी लॉन्च किए गए, जो भविष्य की शिक्षण पद्धति को और सशक्त बनाएगी। कार्यक्रम का उद्घाटन मंत्री कैलाश विजयवर्गीय और महापौर पुष्यमित्र भार्गव ने किया।	[487, 140, 637, 224]
lot-description: अहमदाबाद मंडल के अंतर्गत पाटन रेलवे स्टेशन पर रोड अंडर ब्रिज (आरयूबी) पर होर्डिंग्स के प्रदर्शन के लिए थोक विज्ञापन अनुबंध, प्रत्येक होर्डिंग 20' x 20' माप का और कुल 4,400 वर्ग फीट क्षेत्र को कवर करने वाला, पांच (05) वर्षों की अवधि के लिए।	[531, 686, 850, 705]
lot-serial: AD/2	[375, 762, 411, 781]
lot-number: ADVT-Int-250054-1-24-1 (विज्ञापन - ट्रेन का इंटीरियर)	[411, 397, 531, 416]
microphone-stand-shape	[184, 181, 218, 308]
performer-face-shape	[252, 193, 286, 235]
lot-description: अहमदाबाद मंडल के मेहसाणा (MSH) रेलवे स्टेशन पर पांच साल के लिए मोबाइल चार्जिंग कियोस्क की सप्लाई, इंस्टॉलेशन, ऑपरेटिंग और मेंटेनेंस के लिए ई-ऑक्शन।	[531, 1042, 850, 1068]
lot-serial: AC/2	[375, 454, 411, 473]
